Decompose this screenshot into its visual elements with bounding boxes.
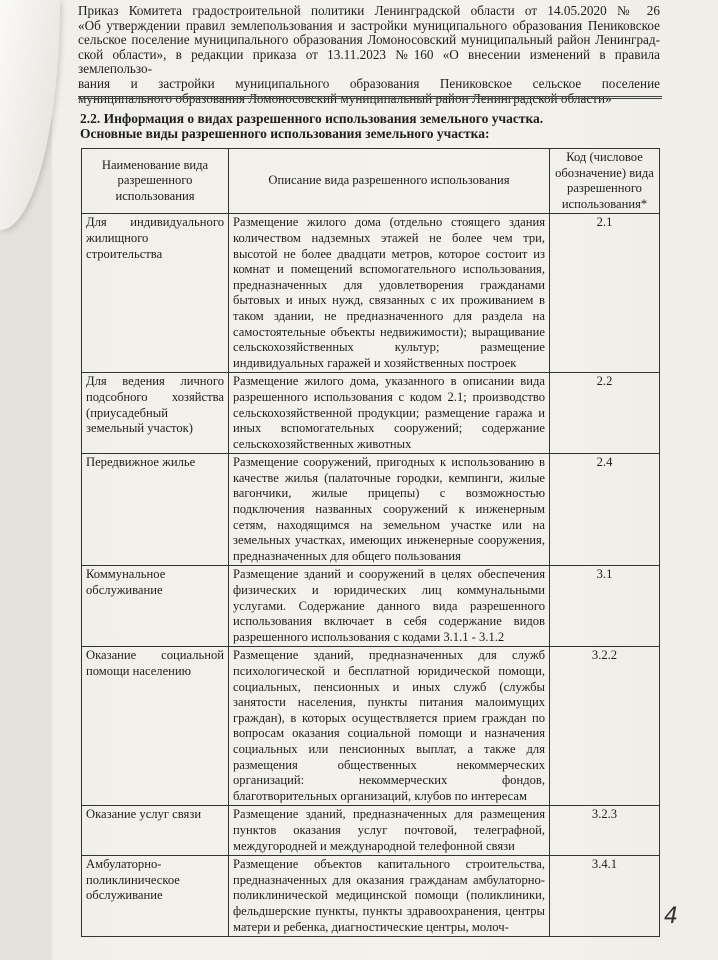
use-code: 2.1 [550, 214, 660, 373]
use-name: Амбулаторно-поликлиническое обслуживание [82, 856, 229, 937]
table-row [82, 373, 660, 454]
section-heading [80, 111, 660, 141]
section-title: 2.2. Информация о видах разрешенного использования земельного участка. [80, 111, 544, 126]
use-name: Передвижное жилье [82, 454, 229, 566]
section-subtitle: Основные виды разрешенного использования земельного участка: [80, 126, 490, 141]
column-header-code: Код (числовое обозначение) вида разрешенного использования* [550, 149, 660, 214]
use-name: Для ведения личного подсобного хозяйства (приусадебный земельный участок) [82, 373, 229, 454]
header-divider [78, 98, 662, 99]
use-name: Оказание социальной помощи населению [82, 647, 229, 806]
table-row [82, 856, 660, 937]
header-line: вания и застройки муниципального образования Пениковское сельское поселение [78, 75, 660, 91]
column-header-name: Наименование вида разрешенного использования [82, 149, 229, 214]
table-row [82, 566, 660, 647]
header-divider [78, 96, 662, 97]
use-description: Размещение жилого дома (отдельно стоящего здания количеством надземных этажей не более чем три, высотой не более двадцати метров, которое состоит из комнат и помещений вспомогательного использования, предназначенных для удовлетворения гражданами бытовых и иных нужд, связанных с их проживанием в таком здании, не предназначенного для раздела на самостоятельные объекты недвижимости); выращивание сельскохозяйственных культур; размещение индивидуальных гаражей и хозяйственных построек [229, 214, 550, 373]
header-line: ской области», в редакции приказа от 13.11.2023 №160 «О внесении изменений в правила землепользо- [78, 46, 660, 77]
use-description: Размещение жилого дома, указанного в описании вида разрешенного использования с кодом 2.1; производство сельскохозяйственной продукции; размещение гаража и иных вспомогательных сооружений; содержание сельскохозяйственных животных [229, 373, 550, 454]
use-name: Коммунальное обслуживание [82, 566, 229, 647]
table-row [82, 454, 660, 566]
use-code: 3.2.2 [550, 647, 660, 806]
table-row [82, 647, 660, 806]
use-name: Для индивидуального жилищного строительства [82, 214, 229, 373]
use-code: 2.4 [550, 454, 660, 566]
use-code: 2.2 [550, 373, 660, 454]
use-description: Размещение объектов капитального строительства, предназначенных для оказания гражданам амбулаторно-поликлинической медицинской помощи (поликлиники, фельдшерские пункты, пункты здравоохранения, центры матери и ребенка, диагностические центры, молоч- [229, 856, 550, 937]
use-code: 3.2.3 [550, 806, 660, 856]
document-header [78, 4, 660, 106]
header-line: сельское поселение муниципального образования Ломоносовский муниципальный район Ленинград- [78, 32, 660, 48]
header-line: Приказ Комитета градостроительной политики Ленинградской области от 14.05.2020 № 26 [78, 3, 660, 18]
use-description: Размещение сооружений, пригодных к использованию в качестве жилья (палаточные городки, кемпинги, жилые вагончики, жилые прицепы) с возможностью подключения названных сооружений к инженерным сетям, находящимся на земельном участке или на земельных участках, имеющих инженерные сооружения, предназначенных для общего пользования [229, 454, 550, 566]
land-use-table [81, 148, 660, 937]
page-number: 4 [664, 904, 678, 929]
use-name: Оказание услуг связи [82, 806, 229, 856]
use-description: Размещение зданий и сооружений в целях обеспечения физических и юридических лиц коммунальными услугами. Содержание данного вида разрешенного использования включает в себя содержание видов разрешенного использования с кодами 3.1.1 - 3.1.2 [229, 566, 550, 647]
use-code: 3.1 [550, 566, 660, 647]
page-curl [0, 0, 60, 230]
use-description: Размещение зданий, предназначенных для служб психологической и бесплатной юридической помощи, социальных, пенсионных и иных служб (службы занятости населения, пункты питания малоимущих граждан), в которых осуществляется прием граждан по вопросам оказания социальной помощи и назначения социальных или пенсионных выплат, а также для размещения общественных некоммерческих организаций: некоммерческих фондов, благотворительных организаций, клубов по интересам [229, 647, 550, 806]
use-code: 3.4.1 [550, 856, 660, 937]
header-line: «Об утверждении правил землепользования и застройки муниципального образования Пениковское [78, 17, 660, 33]
table-row [82, 806, 660, 856]
use-description: Размещение зданий, предназначенных для размещения пунктов оказания услуг почтовой, телеграфной, междугородней и международной телефонной связи [229, 806, 550, 856]
table-row [82, 214, 660, 373]
table-header-row [82, 149, 660, 214]
column-header-description: Описание вида разрешенного использования [229, 149, 550, 214]
